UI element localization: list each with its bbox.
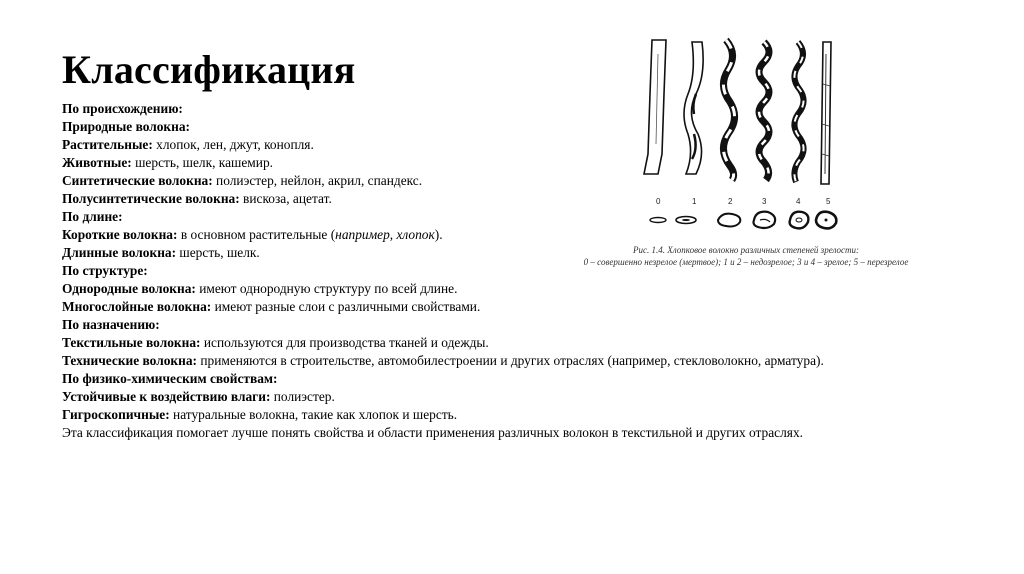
text-run-bold: Многослойные волокна: [62, 299, 212, 314]
text-run-bold: Технические волокна: [62, 353, 197, 368]
text-run: используются для производства тканей и одежды. [200, 335, 489, 350]
text-line [62, 352, 962, 370]
text-run-bold: Природные волокна: [62, 119, 191, 134]
text-line [62, 316, 962, 334]
text-run-bold: Короткие волокна: [62, 227, 178, 242]
cotton-fiber-illustration [546, 34, 946, 244]
text-line [62, 406, 962, 424]
text-run-bold: Животные: [62, 155, 132, 170]
fiber-number-5: 5 [826, 197, 831, 206]
text-run: натуральные волокна, такие как хлопок и шерсть. [169, 407, 458, 422]
text-run-bold: По структуре: [62, 263, 148, 278]
text-run: хлопок, лен, джут, конопля. [152, 137, 314, 152]
text-run: имеют однородную структуру по всей длине. [195, 281, 458, 296]
text-run: Эта классификация помогает лучше понять свойства и области применения различных волокон в текстильной и других отраслях. [62, 425, 803, 440]
text-run-bold: Однородные волокна: [62, 281, 196, 296]
cross-section-0-illustration [650, 218, 666, 223]
fiber-number-4: 4 [796, 197, 801, 206]
text-line [62, 388, 962, 406]
fiber-number-0: 0 [656, 197, 661, 206]
text-run: вискоза, ацетат. [239, 191, 332, 206]
text-run-bold: Растительные: [62, 137, 153, 152]
text-run: имеют разные слои с различными свойствами. [211, 299, 481, 314]
figure-caption-line-1: Рис. 1.4. Хлопковое волокно различных степеней зрелости: [632, 245, 859, 255]
fiber-number-2: 2 [728, 197, 733, 206]
text-line [62, 424, 962, 442]
fiber-number-1: 1 [692, 197, 697, 206]
text-run: полиэстер. [270, 389, 335, 404]
text-run: шерсть, шелк, кашемир. [131, 155, 273, 170]
fiber-5-illustration [821, 42, 831, 184]
text-run-bold: По длине: [62, 209, 123, 224]
cross-section-2-illustration [718, 214, 740, 227]
text-run: в основном растительные ( [177, 227, 336, 242]
text-run-bold: Гигроскопичные: [62, 407, 170, 422]
text-line [62, 280, 962, 298]
fiber-1-illustration [684, 42, 703, 174]
text-run-bold: По происхождению: [62, 101, 183, 116]
fiber-3-illustration [759, 42, 769, 180]
fiber-number-3: 3 [762, 197, 767, 206]
cotton-fiber-figure [546, 34, 946, 274]
fiber-4-illustration [794, 42, 803, 182]
text-run-bold: Полусинтетические волокна: [62, 191, 240, 206]
cross-section-5-illustration [816, 212, 836, 229]
text-line [62, 298, 962, 316]
figure-caption [546, 244, 946, 268]
cross-section-4-illustration [790, 212, 809, 229]
fiber-0-illustration [644, 40, 666, 174]
fiber-2-illustration [723, 40, 734, 180]
text-run-bold: Текстильные волокна: [62, 335, 201, 350]
figure-caption-line-2: 0 – совершенно незрелое (мертвое); 1 и 2 – недозрелое; 3 и 4 – зрелое; 5 – перезрелое [583, 257, 909, 267]
text-run-italic: например, хлопок [335, 227, 435, 242]
cross-section-3-illustration [754, 212, 776, 228]
text-run-bold: Устойчивые к воздействию влаги: [62, 389, 271, 404]
text-run: ). [434, 227, 443, 242]
slide-title: Классификация [62, 47, 356, 92]
text-run: применяются в строительстве, автомобилестроении и других отраслях (например, стекловолокно, арматура). [197, 353, 824, 368]
text-run: шерсть, шелк. [176, 245, 260, 260]
text-line [62, 334, 962, 352]
text-run-bold: По физико-химическим свойствам: [62, 371, 278, 386]
text-run-bold: По назначению: [62, 317, 160, 332]
text-run-bold: Длинные волокна: [62, 245, 177, 260]
text-run: полиэстер, нейлон, акрил, спандекс. [212, 173, 423, 188]
text-run-bold: Синтетические волокна: [62, 173, 213, 188]
cross-section-1-illustration [676, 217, 696, 224]
text-line [62, 370, 962, 388]
